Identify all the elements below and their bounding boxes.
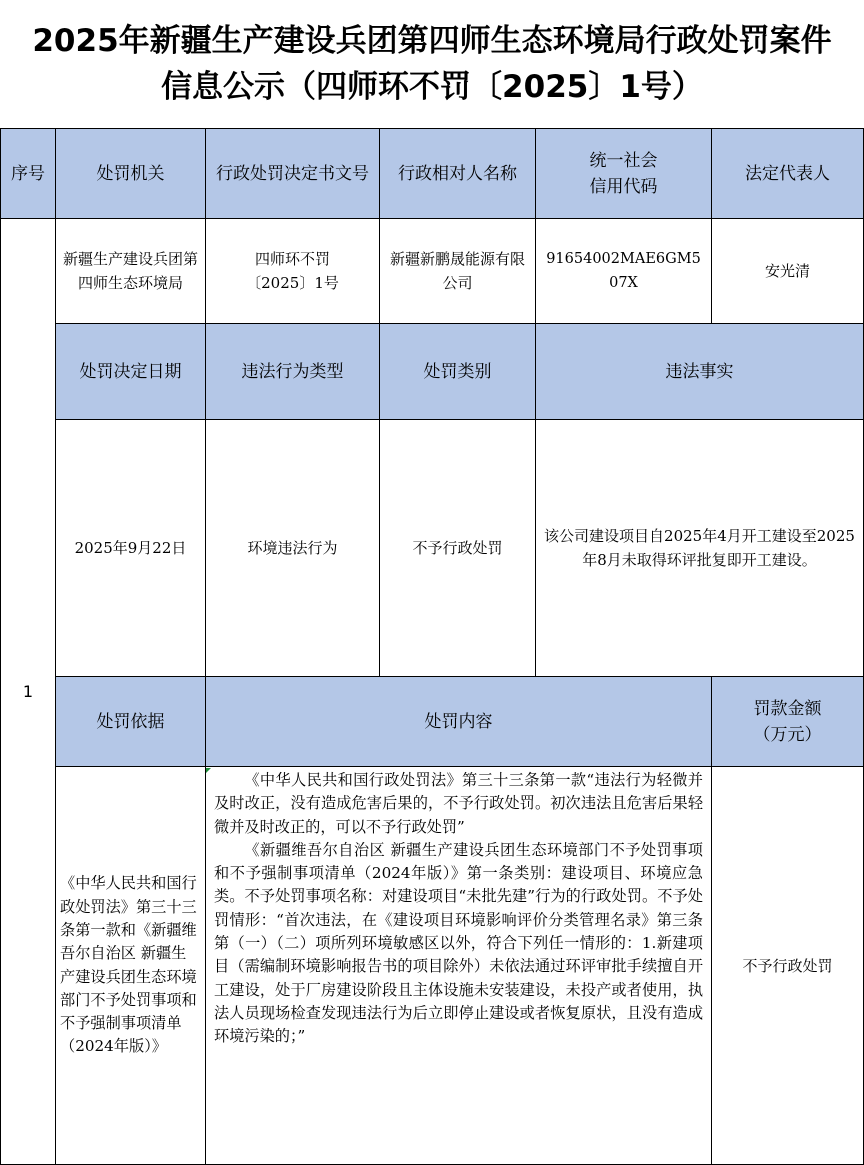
page-title-line-1: 2025年新疆生产建设兵团第四师生态环境局行政处罚案件 [32, 23, 832, 59]
header-doc-number: 行政处罚决定书文号 [205, 128, 380, 219]
header-serial: 序号 [0, 128, 56, 219]
penalty-content-paragraph-1: 《中华人民共和国行政处罚法》第三十三条第一款“违法行为轻微并及时改正，没有造成危害后果的，不予行政处罚。初次违法且危害后果轻微并及时改正的，可以不予行政处罚” [214, 771, 703, 836]
header-violation-facts: 违法事实 [535, 323, 864, 420]
record-credit-code: 91654002MAE6GM507X [535, 218, 712, 324]
header-legal-rep: 法定代表人 [711, 128, 864, 219]
header-authority: 处罚机关 [55, 128, 206, 219]
penalty-content-text [214, 769, 703, 1049]
record-violation-type: 环境违法行为 [205, 419, 380, 677]
penalty-content-paragraph-2: 《新疆维吾尔自治区 新疆生产建设兵团生态环境部门不予处罚事项和不予强制事项清单（2024年版）》第一条类别：建设项目、环境应急类。不予处罚事项名称：对建设项目“未批先建”行为的行政处罚。不予处罚情形：“首次违法，在《建设项目环境影响评价分类管理名录》第三条第（一）（二）项所列环境敏感区以外，符合下列任一情形的：1.新建项目（需编制环境影响报告书的项目除外）未依法通过环评审批手续擅自开工建设，处于厂房建设阶段且主体设施未安装建设，未投产或者使用，执法人员现场检查发现违法行为后立即停止建设或者恢复原状，且没有造成环境污染的；” [214, 840, 703, 1046]
record-party-name: 新疆新鹏晟能源有限公司 [379, 218, 536, 324]
header-party-name: 行政相对人名称 [379, 128, 536, 219]
record-penalty-content [205, 766, 712, 1165]
record-penalty-category: 不予行政处罚 [379, 419, 536, 677]
header-penalty-basis: 处罚依据 [55, 676, 206, 767]
record-violation-facts: 该公司建设项目自2025年4月开工建设至2025年8月未取得环评批复即开工建设。 [535, 419, 864, 677]
header-violation-type: 违法行为类型 [205, 323, 380, 420]
record-serial: 1 [0, 218, 56, 1165]
record-penalty-basis: 《中华人民共和国行政处罚法》第三十三条第一款和《新疆维吾尔自治区 新疆生产建设兵团生态环境部门不予处罚事项和不予强制事项清单（2024年版）》 [55, 766, 206, 1165]
header-penalty-category: 处罚类别 [379, 323, 536, 420]
page-title-line-2: 信息公示（四师环不罚〔2025〕1号） [161, 69, 703, 105]
page-title [0, 0, 864, 128]
header-decision-date: 处罚决定日期 [55, 323, 206, 420]
record-legal-rep: 安光清 [711, 218, 864, 324]
header-credit-code: 统一社会 信用代码 [535, 128, 712, 219]
cell-comment-marker [206, 768, 211, 773]
header-fine-amount: 罚款金额 （万元） [711, 676, 864, 767]
record-decision-date: 2025年9月22日 [55, 419, 206, 677]
header-penalty-content: 处罚内容 [205, 676, 712, 767]
record-doc-number: 四师环不罚〔2025〕1号 [205, 218, 380, 324]
record-authority: 新疆生产建设兵团第四师生态环境局 [55, 218, 206, 324]
record-fine-amount: 不予行政处罚 [711, 766, 864, 1165]
